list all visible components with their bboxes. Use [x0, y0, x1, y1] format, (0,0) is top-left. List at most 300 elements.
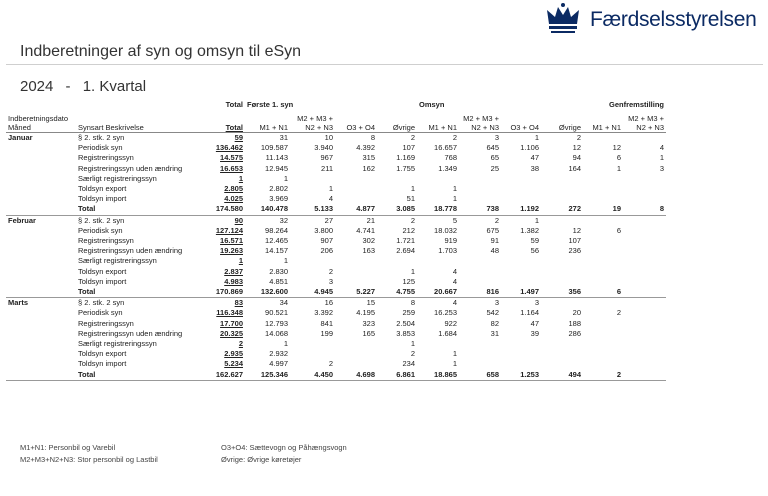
- table-cell: 967: [320, 153, 333, 163]
- col-f-o3[interactable]: O3 + O4: [335, 109, 377, 133]
- table-cell: 3: [659, 163, 665, 173]
- table-cell: 14.068: [265, 328, 288, 338]
- month-label: [6, 153, 76, 163]
- table-row: [6, 226, 666, 236]
- table-cell: 841: [320, 318, 333, 328]
- brand-name: Færdselsstyrelsen: [590, 8, 757, 31]
- table-row: [6, 143, 666, 153]
- table-cell: 125: [402, 276, 415, 286]
- table-row: [6, 319, 666, 329]
- table-cell: 259: [402, 308, 415, 318]
- table-cell: 16: [290, 298, 335, 309]
- total-cell: [623, 287, 666, 298]
- table-cell: [583, 339, 623, 349]
- table-cell: 2.504: [396, 318, 415, 328]
- month-total-row: [6, 204, 666, 215]
- table-cell: 14.157: [265, 246, 288, 256]
- legend-m1: M1+N1: Personbil og Varebil: [20, 443, 116, 452]
- group-omsyn-header: Omsyn: [419, 100, 445, 109]
- row-description: Registreringssyn: [78, 318, 134, 328]
- table-cell: 675: [486, 225, 499, 235]
- table-cell: [335, 267, 377, 277]
- table-cell: 8: [377, 298, 417, 309]
- table-cell: 922: [444, 318, 457, 328]
- row-total-cell[interactable]: 127.124: [215, 225, 243, 235]
- row-description: Toldsyn import: [78, 276, 127, 286]
- table-cell: [501, 267, 541, 277]
- table-cell: 1.382: [520, 225, 539, 235]
- total-cell: 19: [583, 204, 623, 215]
- row-total-cell[interactable]: 83: [200, 298, 245, 309]
- table-cell: 38: [530, 163, 539, 173]
- table-cell: 4: [328, 194, 333, 204]
- table-cell: 32: [245, 215, 290, 226]
- total-cell: 170.869: [200, 287, 245, 298]
- table-cell: 2: [459, 215, 501, 226]
- table-cell: [583, 267, 623, 277]
- table-cell: [501, 194, 541, 204]
- total-cell: 18.778: [417, 204, 459, 215]
- table-cell: 4: [417, 298, 459, 309]
- table-cell: 2: [417, 133, 459, 144]
- report-table: [6, 100, 666, 381]
- table-cell: 15: [335, 298, 377, 309]
- table-cell: 323: [362, 318, 375, 328]
- table-cell: 1.164: [520, 308, 539, 318]
- table-cell: 8: [335, 133, 377, 144]
- table-cell: [583, 329, 623, 339]
- month-label: [6, 256, 76, 266]
- table-cell: [623, 329, 666, 339]
- col-o-m1[interactable]: M1 + N1: [417, 109, 459, 133]
- col-date[interactable]: Indberetningsdato Måned: [6, 109, 76, 133]
- table-cell: 2.694: [396, 246, 415, 256]
- table-cell: [541, 267, 583, 277]
- table-cell: [583, 236, 623, 246]
- total-cell: 658: [459, 370, 501, 381]
- table-row: [6, 133, 666, 144]
- row-total-cell[interactable]: 1: [238, 173, 243, 183]
- title-divider: [6, 64, 763, 65]
- table-cell: 315: [362, 153, 375, 163]
- total-label: Total: [76, 287, 200, 298]
- table-cell: [583, 133, 623, 144]
- total-cell: 18.865: [417, 370, 459, 381]
- row-total-cell[interactable]: 136.462: [215, 143, 243, 153]
- table-cell: 59: [530, 236, 539, 246]
- month-label: Februar: [6, 215, 76, 226]
- table-cell: [541, 349, 583, 359]
- table-cell: [459, 349, 501, 359]
- table-cell: 1.755: [396, 163, 415, 173]
- month-label: [6, 319, 76, 329]
- table-cell: [623, 174, 666, 184]
- table-cell: 6: [616, 225, 621, 235]
- total-cell: 4.450: [290, 370, 335, 381]
- table-cell: [417, 174, 459, 184]
- table-cell: [290, 256, 335, 266]
- row-total-cell[interactable]: 2.935: [224, 349, 243, 359]
- table-cell: 162: [362, 163, 375, 173]
- report-table-container: [6, 100, 666, 381]
- table-cell: 4: [452, 276, 457, 286]
- row-description: Særligt registreringssyn: [78, 173, 157, 183]
- table-cell: 16.657: [434, 143, 457, 153]
- month-label: [6, 349, 76, 359]
- table-cell: [541, 174, 583, 184]
- row-description: Registreringssyn: [78, 153, 134, 163]
- row-description: Periodisk syn: [78, 225, 123, 235]
- table-cell: 1: [452, 349, 457, 359]
- table-cell: 165: [362, 328, 375, 338]
- table-row: [6, 349, 666, 359]
- total-cell: 738: [459, 204, 501, 215]
- table-cell: 5: [417, 215, 459, 226]
- total-cell: 8: [623, 204, 666, 215]
- total-cell: 1.253: [501, 370, 541, 381]
- table-cell: 107: [402, 143, 415, 153]
- table-cell: [459, 174, 501, 184]
- table-cell: 1.106: [520, 143, 539, 153]
- table-cell: [623, 277, 666, 287]
- row-description: Registreringssyn uden ændring: [78, 163, 183, 173]
- row-description: Registreringssyn: [78, 236, 134, 246]
- row-description: Periodisk syn: [78, 143, 123, 153]
- table-cell: 2: [328, 359, 333, 369]
- table-cell: 109.587: [260, 143, 288, 153]
- row-total-cell[interactable]: 59: [200, 133, 245, 144]
- table-row: [6, 215, 666, 226]
- row-total-cell[interactable]: 16.653: [220, 163, 243, 173]
- table-cell: 12.945: [265, 163, 288, 173]
- row-total-cell[interactable]: 16.571: [220, 236, 243, 246]
- table-cell: [335, 277, 377, 287]
- table-cell: 4.195: [356, 308, 375, 318]
- table-cell: 4: [452, 266, 457, 276]
- table-cell: 51: [406, 194, 415, 204]
- table-cell: [290, 339, 335, 349]
- row-total-cell[interactable]: 17.700: [220, 318, 243, 328]
- total-cell: 4.698: [335, 370, 377, 381]
- table-cell: [583, 319, 623, 329]
- total-cell: 174.580: [200, 204, 245, 215]
- table-cell: 1: [452, 184, 457, 194]
- table-cell: [623, 236, 666, 246]
- table-cell: [290, 174, 335, 184]
- table-cell: [335, 194, 377, 204]
- table-cell: [290, 349, 335, 359]
- table-cell: 18.032: [434, 225, 457, 235]
- col-f-ov[interactable]: Øvrige: [377, 109, 417, 133]
- month-label: [6, 204, 76, 215]
- table-row: [6, 298, 666, 309]
- row-total-cell[interactable]: 5.234: [224, 359, 243, 369]
- group-total-header: Total: [225, 100, 243, 109]
- table-cell: 4.392: [356, 143, 375, 153]
- table-cell: 2: [328, 266, 333, 276]
- table-cell: [501, 349, 541, 359]
- total-cell: 1.497: [501, 287, 541, 298]
- table-cell: 1.721: [396, 236, 415, 246]
- table-cell: 12: [612, 143, 621, 153]
- table-cell: 286: [568, 328, 581, 338]
- month-label: [6, 267, 76, 277]
- row-total-cell[interactable]: 14.575: [220, 153, 243, 163]
- table-cell: [459, 277, 501, 287]
- row-description: Særligt registreringssyn: [78, 339, 157, 349]
- table-cell: 199: [320, 328, 333, 338]
- table-cell: 1: [328, 184, 333, 194]
- table-cell: [501, 174, 541, 184]
- table-row: [6, 164, 666, 174]
- col-total[interactable]: Total: [200, 109, 245, 133]
- report-year: 2024: [20, 78, 54, 95]
- total-cell: 162.627: [200, 370, 245, 381]
- legend-right: [221, 442, 347, 466]
- table-cell: [417, 256, 459, 266]
- table-cell: 302: [362, 236, 375, 246]
- table-row: [6, 359, 666, 369]
- row-total-cell[interactable]: 90: [200, 215, 245, 226]
- table-cell: 1.684: [438, 328, 457, 338]
- table-cell: 3: [459, 133, 501, 144]
- month-total-row: [6, 370, 666, 381]
- table-cell: [583, 349, 623, 359]
- report-quarter: 1. Kvartal: [82, 78, 147, 95]
- table-cell: [501, 277, 541, 287]
- month-label: [6, 308, 76, 318]
- table-cell: [623, 308, 666, 318]
- total-cell: 132.600: [245, 287, 290, 298]
- month-label: [6, 370, 76, 381]
- table-cell: 2.830: [269, 266, 288, 276]
- table-cell: [335, 256, 377, 266]
- table-cell: [583, 359, 623, 369]
- table-cell: 3.969: [269, 194, 288, 204]
- table-cell: 768: [444, 153, 457, 163]
- month-label: [6, 329, 76, 339]
- table-cell: 1: [501, 215, 541, 226]
- table-cell: 907: [320, 236, 333, 246]
- month-label: [6, 226, 76, 236]
- table-cell: 3.800: [314, 225, 333, 235]
- row-total-cell[interactable]: 2.805: [224, 184, 243, 194]
- legend-ov: Øvrige: Øvrige køretøjer: [221, 455, 302, 464]
- table-cell: 645: [486, 143, 499, 153]
- table-cell: 47: [530, 318, 539, 328]
- table-cell: 1: [283, 256, 288, 266]
- table-cell: [501, 256, 541, 266]
- table-cell: [623, 226, 666, 236]
- total-cell: 20.667: [417, 287, 459, 298]
- table-cell: [583, 277, 623, 287]
- row-total-cell[interactable]: 2: [238, 339, 243, 349]
- total-label: Total: [76, 370, 200, 381]
- table-cell: 2: [541, 133, 583, 144]
- table-cell: 236: [568, 246, 581, 256]
- table-cell: [377, 174, 417, 184]
- table-cell: [417, 339, 459, 349]
- month-label: [6, 143, 76, 153]
- table-cell: 2.802: [269, 184, 288, 194]
- table-cell: 542: [486, 308, 499, 318]
- table-cell: 1: [452, 359, 457, 369]
- row-description: Toldsyn export: [78, 184, 127, 194]
- row-description: Særligt registreringssyn: [78, 256, 157, 266]
- col-o-m2[interactable]: M2 + M3 + N2 + N3: [459, 109, 501, 133]
- table-cell: 2: [410, 349, 415, 359]
- table-cell: [541, 298, 583, 309]
- month-label: Januar: [6, 133, 76, 144]
- table-cell: [501, 339, 541, 349]
- total-cell: 494: [541, 370, 583, 381]
- table-cell: [541, 277, 583, 287]
- table-cell: [623, 319, 666, 329]
- total-cell: 3.085: [377, 204, 417, 215]
- table-cell: [583, 194, 623, 204]
- report-title: Indberetninger af syn og omsyn til eSyn: [20, 43, 302, 60]
- table-cell: 10: [290, 133, 335, 144]
- row-description: § 2. stk. 2 syn: [76, 133, 200, 144]
- table-cell: 3.940: [314, 143, 333, 153]
- table-cell: [623, 184, 666, 194]
- table-cell: 1: [659, 153, 665, 163]
- table-cell: 82: [490, 318, 499, 328]
- table-cell: [623, 246, 666, 256]
- total-cell: 5.133: [290, 204, 335, 215]
- total-cell: 4.755: [377, 287, 417, 298]
- table-cell: 919: [444, 236, 457, 246]
- table-row: [6, 174, 666, 184]
- table-cell: [335, 339, 377, 349]
- row-description: Toldsyn import: [78, 194, 127, 204]
- table-cell: 12.793: [265, 318, 288, 328]
- legend-m2: M2+M3+N2+N3: Stor personbil og Lastbil: [20, 455, 158, 464]
- col-f-m1[interactable]: M1 + N1: [245, 109, 290, 133]
- col-f-m2[interactable]: M2 + M3 + N2 + N3: [290, 109, 335, 133]
- month-label: [6, 246, 76, 256]
- row-description: Registreringssyn uden ændring: [78, 246, 183, 256]
- month-label: [6, 359, 76, 369]
- table-cell: 3: [501, 298, 541, 309]
- crown-icon: [545, 2, 581, 38]
- table-cell: 34: [245, 298, 290, 309]
- row-total-cell[interactable]: 19.263: [220, 246, 243, 256]
- table-cell: [541, 256, 583, 266]
- row-total-cell[interactable]: 2.837: [224, 266, 243, 276]
- total-cell: 1.192: [501, 204, 541, 215]
- month-label: [6, 174, 76, 184]
- row-total-cell[interactable]: 1: [238, 256, 243, 266]
- total-cell: 6: [583, 287, 623, 298]
- table-row: [6, 184, 666, 194]
- table-cell: [335, 359, 377, 369]
- row-description: Toldsyn export: [78, 266, 127, 276]
- table-body: [6, 133, 666, 381]
- table-cell: 3: [459, 298, 501, 309]
- legend-left: [20, 442, 158, 466]
- table-cell: 1: [452, 194, 457, 204]
- total-cell: 816: [459, 287, 501, 298]
- table-cell: 234: [402, 359, 415, 369]
- col-desc[interactable]: Synsart Beskrivelse: [76, 109, 200, 133]
- table-cell: 1: [616, 163, 621, 173]
- table-cell: [459, 339, 501, 349]
- table-cell: 3: [328, 276, 333, 286]
- table-cell: 39: [530, 328, 539, 338]
- table-cell: [501, 359, 541, 369]
- period-separator: -: [65, 78, 71, 95]
- table-cell: 1: [410, 266, 415, 276]
- col-o-ov[interactable]: Øvrige: [541, 109, 583, 133]
- row-description: Periodisk syn: [78, 308, 123, 318]
- row-total-cell[interactable]: 4.025: [224, 194, 243, 204]
- row-total-cell[interactable]: 4.983: [224, 276, 243, 286]
- table-cell: [541, 359, 583, 369]
- table-row: [6, 339, 666, 349]
- brand-logo: [545, 0, 768, 42]
- table-row: [6, 153, 666, 163]
- table-cell: 98.264: [265, 225, 288, 235]
- table-cell: [583, 256, 623, 266]
- table-row: [6, 236, 666, 246]
- table-cell: 1: [410, 339, 415, 349]
- table-cell: 31: [490, 328, 499, 338]
- column-header-row: [6, 109, 666, 133]
- month-label: [6, 194, 76, 204]
- table-cell: [541, 215, 583, 226]
- group-genfrem-header: Genfremstilling: [609, 100, 665, 109]
- report-period: [20, 78, 146, 95]
- month-total-row: [6, 287, 666, 298]
- table-cell: 2: [377, 133, 417, 144]
- total-cell: 272: [541, 204, 583, 215]
- col-g-m2[interactable]: M2 + M3 + N2 + N3: [623, 109, 666, 133]
- table-cell: [377, 256, 417, 266]
- col-o-o3[interactable]: O3 + O4: [501, 109, 541, 133]
- month-label: Marts: [6, 298, 76, 309]
- table-cell: 91: [490, 236, 499, 246]
- table-cell: 2: [377, 215, 417, 226]
- table-cell: 212: [402, 225, 415, 235]
- col-g-m1[interactable]: M1 + N1: [583, 109, 623, 133]
- table-cell: 6: [616, 153, 621, 163]
- total-cell: 5.227: [335, 287, 377, 298]
- table-cell: [335, 349, 377, 359]
- table-cell: 206: [320, 246, 333, 256]
- table-cell: [623, 194, 666, 204]
- table-cell: [541, 194, 583, 204]
- table-cell: [583, 174, 623, 184]
- table-cell: [623, 349, 666, 359]
- row-total-cell[interactable]: 20.325: [220, 328, 243, 338]
- month-label: [6, 339, 76, 349]
- table-cell: [501, 184, 541, 194]
- total-cell: 4.877: [335, 204, 377, 215]
- row-total-cell[interactable]: 116.348: [216, 308, 243, 318]
- month-label: [6, 287, 76, 298]
- table-cell: 11.143: [265, 153, 288, 163]
- month-label: [6, 236, 76, 246]
- group-header-row: [6, 100, 666, 109]
- table-row: [6, 267, 666, 277]
- table-cell: 1.349: [438, 163, 457, 173]
- row-description: § 2. stk. 2 syn: [76, 215, 200, 226]
- table-cell: 1.169: [396, 153, 415, 163]
- table-cell: 2: [616, 308, 621, 318]
- table-cell: [623, 133, 666, 144]
- table-cell: 164: [568, 163, 581, 173]
